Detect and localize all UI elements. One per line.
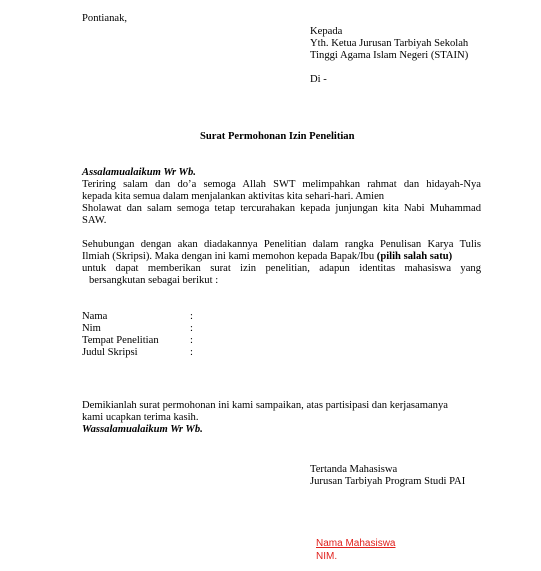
paragraph-purpose-line-2-text: Ilmiah (Skripsi). Maka dengan ini kami memohon kepada Bapak/Ibu (82, 251, 377, 262)
closing-salam: Wassalamualaikum Wr Wb. (82, 424, 203, 435)
signature-nim: NIM. (316, 551, 338, 562)
recipient-block (310, 26, 468, 86)
field-colon: : (190, 347, 193, 358)
signature-block (310, 464, 465, 488)
field-colon: : (190, 323, 193, 334)
paragraph-purpose-line-4: bersangkutan sebagai berikut : (89, 275, 219, 286)
closing-line-1: Demikianlah surat permohonan ini kami sampaikan, atas partisipasi dan kerjasamanya (82, 400, 448, 411)
paragraph-opening-line: kepada kita semua dalam menjalankan aktivitas kita sehari-hari. Amien (82, 191, 385, 202)
closing-paragraph (82, 400, 481, 436)
recipient-line-3: Di - (310, 74, 327, 85)
paragraph-purpose-line-3: untuk dapat memberikan surat izin penelitian, adapun identitas mahasiswa yang (82, 263, 481, 274)
paragraph-purpose-line-2 (82, 251, 481, 263)
field-thesis-title (82, 347, 138, 359)
paragraph-purpose (82, 239, 481, 287)
paragraph-opening (82, 179, 481, 227)
field-colon: : (190, 335, 193, 346)
paragraph-opening-line: Teriring salam dan do’a semoga Allah SWT melimpahkan rahmat dan hidayah-Nya (82, 179, 481, 190)
letter-title: Surat Permohonan Izin Penelitian (200, 131, 355, 142)
paragraph-purpose-line-1: Sehubungan dengan akan diadakannya Penelitian dalam rangka Penulisan Karya Tulis (82, 239, 481, 250)
signature-line-2: Jurusan Tarbiyah Program Studi PAI (310, 476, 466, 487)
field-label: Nama (82, 311, 108, 322)
field-research-place (82, 335, 159, 347)
signature-name: Nama Mahasiswa (316, 538, 396, 549)
closing-line-2: kami ucapkan terima kasih. (82, 412, 199, 423)
letter-place: Pontianak, (82, 13, 128, 24)
field-name (82, 311, 107, 323)
field-label: Nim (82, 323, 101, 334)
recipient-line-1: Yth. Ketua Jurusan Tarbiyah Sekolah (310, 38, 469, 49)
identity-fields (82, 311, 282, 359)
paragraph-opening-line: Sholawat dan salam semoga tetap tercurahakan kepada junjungan kita Nabi Muhammad (82, 203, 481, 214)
choose-one-note: (pilih salah satu) (376, 251, 453, 262)
field-label: Judul Skripsi (82, 347, 138, 358)
field-colon: : (190, 311, 193, 322)
paragraph-opening-line: SAW. (82, 215, 107, 226)
greeting: Assalamualaikum Wr Wb. (82, 167, 196, 178)
field-nim (82, 323, 101, 335)
field-label: Tempat Penelitian (82, 335, 159, 346)
recipient-label: Kepada (310, 26, 343, 37)
signature-line-1: Tertanda Mahasiswa (310, 464, 398, 475)
recipient-line-2: Tinggi Agama Islam Negeri (STAIN) (310, 50, 469, 61)
